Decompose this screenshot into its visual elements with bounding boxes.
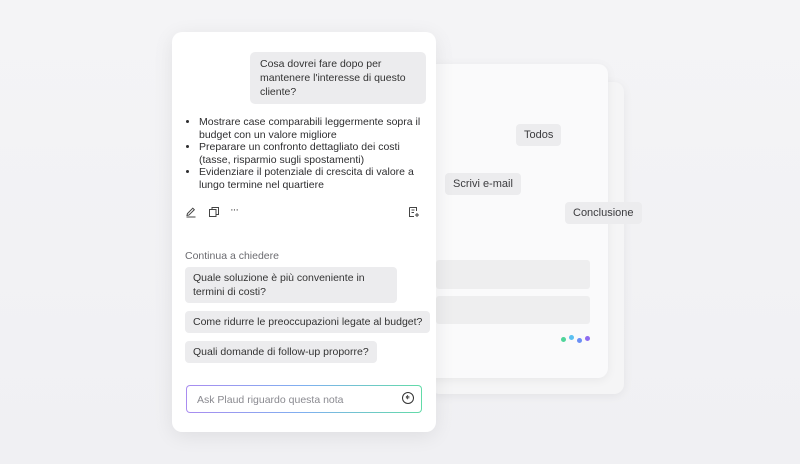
add-note-icon[interactable]: [408, 206, 420, 218]
placeholder-bar: [436, 260, 590, 289]
suggestion-chip[interactable]: Quale soluzione è più conveniente in termini di costi?: [185, 267, 397, 303]
chip-todos[interactable]: Todos: [516, 124, 561, 146]
chip-conclusion[interactable]: Conclusione: [565, 202, 642, 224]
placeholder-bar: [436, 296, 590, 324]
suggestion-chip[interactable]: Come ridurre le preoccupazioni legate al budget?: [185, 311, 430, 333]
voice-icon[interactable]: [402, 392, 414, 404]
answer-item: • Mostrare case comparabili leggermente sopra il budget con un valore migliore: [199, 116, 429, 141]
user-question-bubble: Cosa dovrei fare dopo per mantenere l'interesse di questo cliente?: [250, 52, 426, 104]
ask-input-box: [186, 385, 422, 413]
loading-dot: [569, 335, 574, 340]
continue-asking-label: Continua a chiedere: [185, 250, 279, 262]
loading-dot: [585, 336, 590, 341]
more-options-button[interactable]: ···: [230, 204, 238, 216]
answer-item: • Preparare un confronto dettagliato dei costi (tasse, risparmio sugli spostamenti): [199, 141, 429, 166]
loading-dot: [561, 337, 566, 342]
edit-icon[interactable]: [185, 206, 197, 218]
loading-dot: [577, 338, 582, 343]
chip-write-email[interactable]: Scrivi e-mail: [445, 173, 521, 195]
ask-input[interactable]: [195, 386, 399, 414]
suggestion-chip[interactable]: Quali domande di follow-up proporre?: [185, 341, 377, 363]
answer-item: • Evidenziare il potenziale di crescita di valore a lungo termine nel quartiere: [199, 166, 429, 191]
assistant-answer: [186, 116, 429, 191]
copy-icon[interactable]: [208, 206, 220, 218]
chat-panel: [172, 32, 436, 432]
